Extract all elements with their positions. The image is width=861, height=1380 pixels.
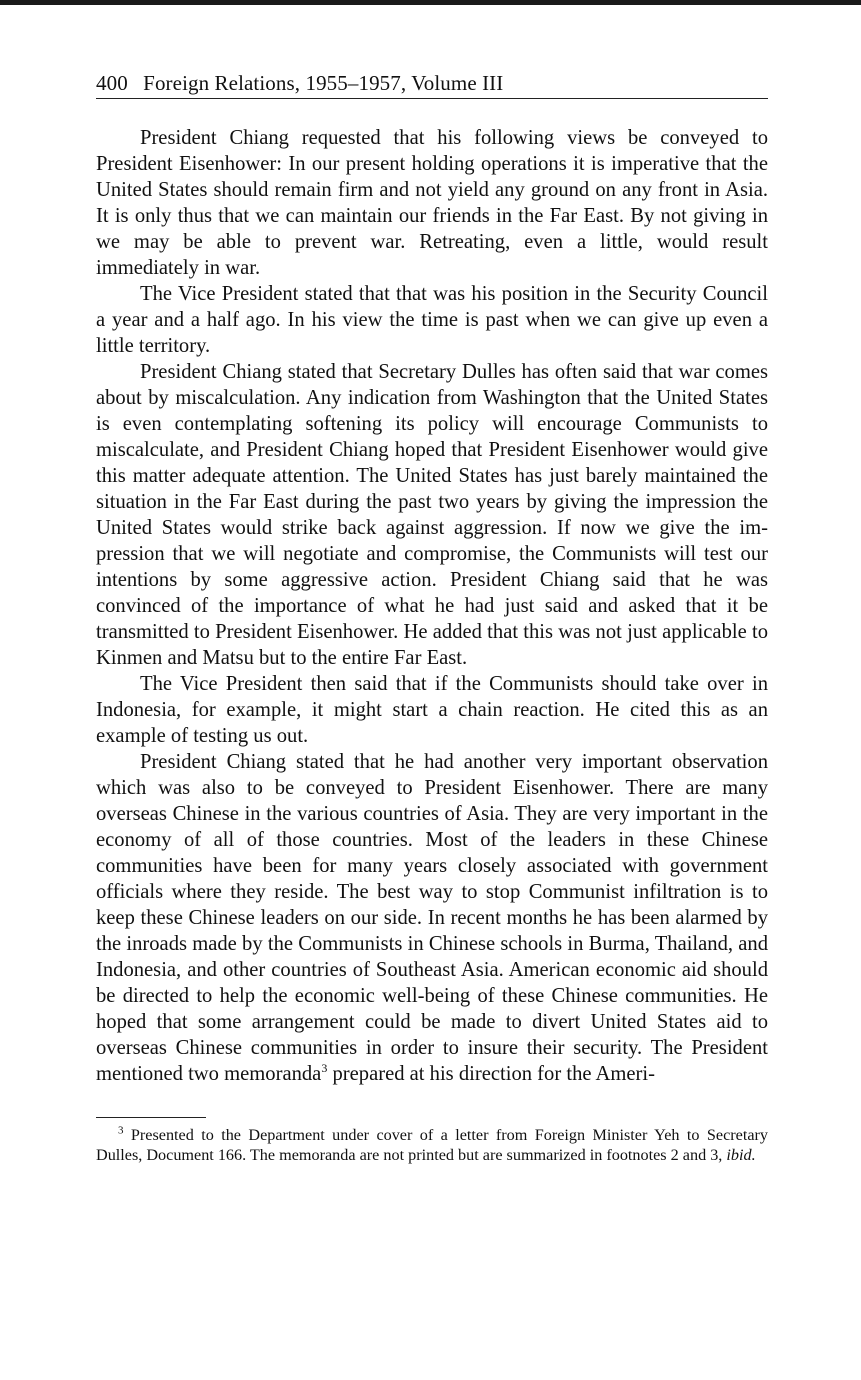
footnote bbox=[96, 1126, 768, 1165]
paragraph-indonesia-chain-reaction: The Vice President then said that if the Communists should take over in Indonesia, for example, it might start a chain reaction. He cited this as an example of testing us out. bbox=[96, 673, 768, 747]
overseas-chinese-continued: prepared at his direction for the Ameri- bbox=[327, 1063, 655, 1085]
paragraph-miscalculation: President Chiang stated that Secretary Dulles has often said that war comes about by miscalculation. Any indication from Washington that the United States is even contemplating softening its policy will encourage Communists to miscalculate, and President Chiang hoped that President Eisenhower would give this matter adequate attention. The United States has just barely maintained the situation in the Far East during the past two years by giving the impression the United States would strike back against aggression. If now we give the impression that we will negotiate and compromise, the Communists will test our intentions by some aggressive action. President Chiang said that he was convinced of the importance of what he had just said and asked that it be transmitted to President Eisenhower. He added that this was not just applicable to Kinmen and Matsu but to the entire Far East. bbox=[96, 361, 768, 669]
footnote-divider bbox=[96, 1117, 206, 1118]
footnote-ibid: ibid. bbox=[726, 1145, 756, 1164]
page-number: 400 bbox=[96, 71, 128, 95]
paragraph-overseas-chinese bbox=[96, 749, 768, 1087]
footnote-text: Presented to the Department under cover of a letter from Foreign Minister Yeh to Secretary Dulles, Document 166. The memoranda are not printed but are summarized in footnotes 2 and 3, bbox=[96, 1126, 768, 1164]
footnote-reference[interactable]: 3 bbox=[321, 1061, 328, 1076]
running-header-title: Foreign Relations, 1955–1957, Volume III bbox=[143, 71, 504, 95]
paragraph-chiang-views: President Chiang requested that his following views be conveyed to President Eisenhower: In our present holding operations it is imperative that the United States should remain firm and not yield any ground on any front in Asia. It is only thus that we can maintain our friends in the Far East. By not giving in we may be able to prevent war. Retreating, even a little, would result immediately in war. bbox=[96, 127, 768, 279]
overseas-chinese-text: President Chiang stated that he had another very important observation which was also to be conveyed to President Eisenhower. There are many overseas Chinese in the various countries of Asia. They are very important in the economy of all of those countries. Most of the leaders in these Chinese communities have been for many years closely associated with government officials where they reside. The best way to stop Communist infiltration is to keep these Chinese leaders on our side. In recent months he has been alarmed by the inroads made by the Communists in Chinese schools in Burma, Thailand, and Indonesia, and other countries of Southeast Asia. American economic aid should be directed to help the economic well-being of these Chinese communities. He hoped that some arrangement could be made to divert United States aid to overseas Chinese communities in order to insure their security. The President mentioned two memoranda bbox=[96, 751, 768, 1085]
paragraph-vice-president-position: The Vice President stated that that was his position in the Security Council a year and a half ago. In his view the time is past when we can give up even a little territory. bbox=[96, 283, 768, 357]
body-text bbox=[96, 125, 768, 1087]
footnote-mark: 3 bbox=[118, 1124, 124, 1137]
page-top-border bbox=[0, 0, 861, 5]
running-header bbox=[96, 68, 768, 99]
document-page bbox=[96, 68, 768, 1165]
